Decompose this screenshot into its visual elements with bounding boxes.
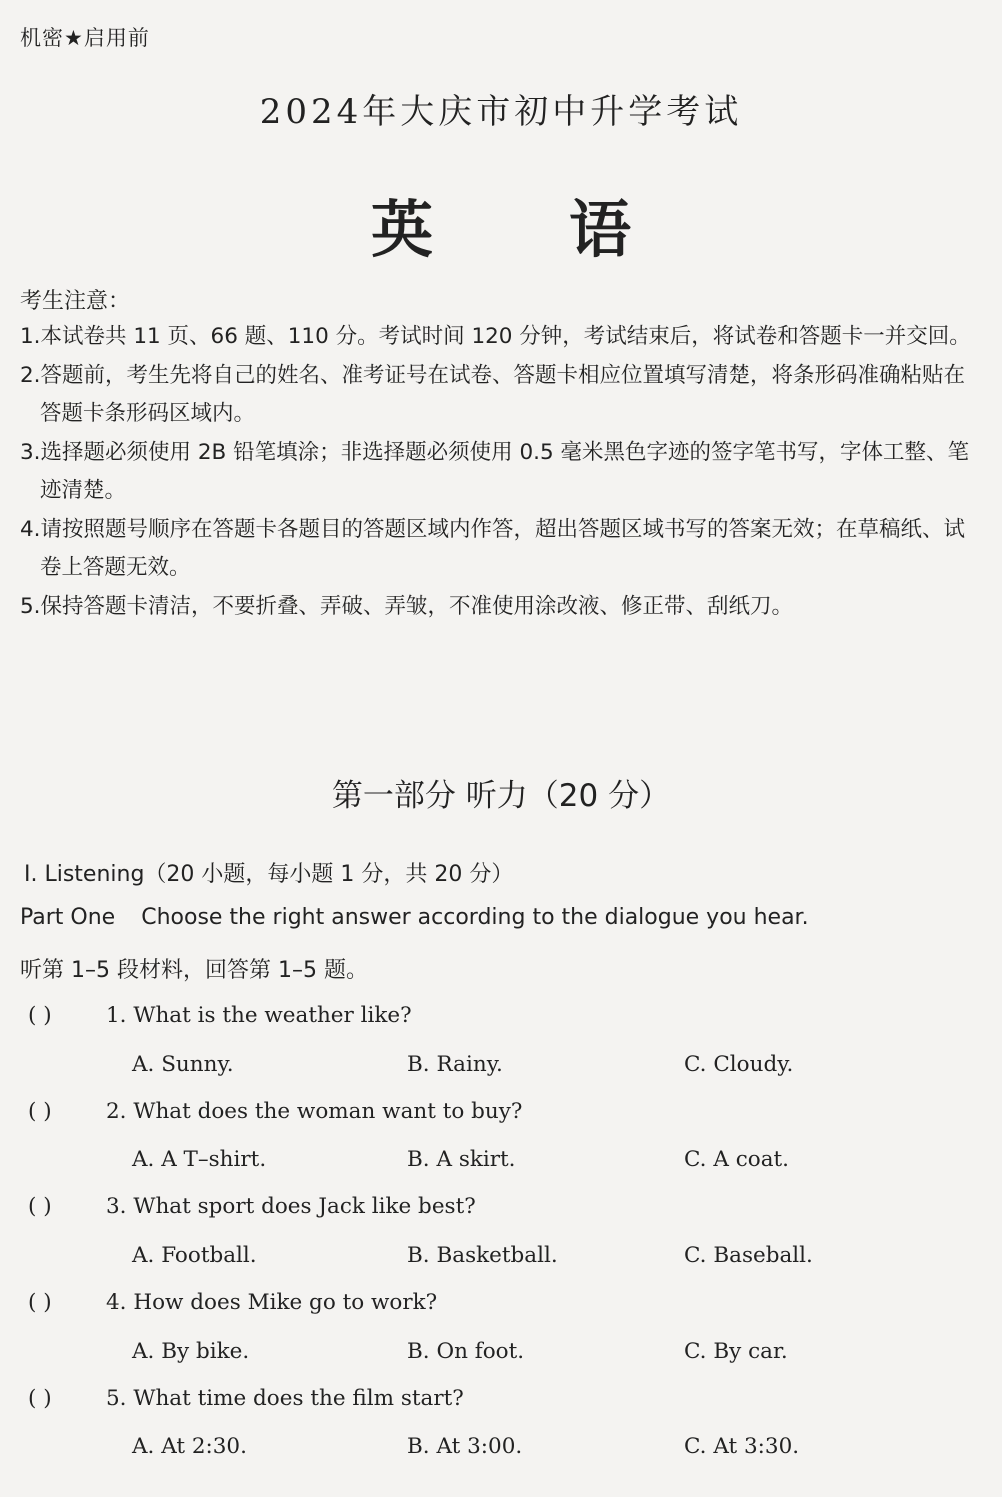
- question-4: [28, 1290, 437, 1315]
- confidential-label: 机密★启用前: [20, 26, 150, 50]
- subject-char-1: 英: [370, 193, 433, 266]
- question-5: [28, 1386, 464, 1411]
- subject-char-2: 语: [569, 193, 632, 266]
- answer-blank[interactable]: ( ): [28, 1290, 52, 1315]
- answer-blank[interactable]: ( ): [28, 1003, 52, 1028]
- option-c: C. A coat.: [684, 1147, 789, 1172]
- answer-blank[interactable]: ( ): [28, 1194, 52, 1219]
- answer-blank[interactable]: ( ): [28, 1099, 52, 1124]
- option-c: C. Baseball.: [684, 1243, 813, 1268]
- question-2: [28, 1099, 522, 1124]
- notice-item: 5.保持答题卡清洁，不要折叠、弄破、弄皱，不准使用涂改液、修正带、刮纸刀。: [20, 593, 794, 619]
- option-a: A. By bike.: [132, 1339, 250, 1364]
- option-a: A. Sunny.: [132, 1052, 234, 1077]
- question-text: 2. What does the woman want to buy?: [106, 1099, 523, 1124]
- option-b: B. A skirt.: [407, 1147, 516, 1172]
- subject-title: [0, 180, 1002, 269]
- question-3: [28, 1194, 476, 1219]
- section-heading: Ⅰ. Listening（20 小题，每小题 1 分，共 20 分）: [24, 862, 514, 887]
- option-a: A. A T–shirt.: [132, 1147, 267, 1172]
- notice-item: 2.答题前，考生先将自己的姓名、准考证号在试卷、答题卡相应位置填写清楚，将条形码准确粘贴在答题卡条形码区域内。: [20, 362, 966, 426]
- question-text: 1. What is the weather like?: [106, 1003, 412, 1028]
- option-c: C. At 3:30.: [684, 1434, 800, 1459]
- option-c: C. Cloudy.: [684, 1052, 794, 1077]
- option-b: B. Rainy.: [407, 1052, 503, 1077]
- exam-title: 2024年大庆市初中升学考试: [259, 92, 743, 132]
- listen-note: 听第 1–5 段材料，回答第 1–5 题。: [20, 958, 368, 983]
- question-text: 3. What sport does Jack like best?: [106, 1194, 476, 1219]
- question-1: [28, 1003, 412, 1028]
- option-b: B. Basketball.: [407, 1243, 558, 1268]
- option-b: B. On foot.: [407, 1339, 525, 1364]
- notice-item: 3.选择题必须使用 2B 铅笔填涂；非选择题必须使用 0.5 毫米黑色字迹的签字笔书写，字体工整、笔迹清楚。: [20, 439, 969, 503]
- part-label: Part One: [20, 905, 116, 930]
- part-one-title: 第一部分 听力（20 分）: [331, 778, 671, 814]
- notice-item: 4.请按照题号顺序在答题卡各题目的答题区域内作答，超出答题区域书写的答案无效；在草稿纸、试卷上答题无效。: [20, 516, 966, 580]
- option-a: A. Football.: [132, 1243, 257, 1268]
- part-instruction: [20, 905, 809, 930]
- notice-heading: 考生注意：: [20, 289, 131, 314]
- answer-blank[interactable]: ( ): [28, 1386, 52, 1411]
- option-a: A. At 2:30.: [132, 1434, 247, 1459]
- option-b: B. At 3:00.: [407, 1434, 523, 1459]
- question-text: 4. How does Mike go to work?: [106, 1290, 438, 1315]
- option-c: C. By car.: [684, 1339, 788, 1364]
- notice-item: 1.本试卷共 11 页、66 题、110 分。考试时间 120 分钟，考试结束后，将试卷和答题卡一并交回。: [20, 324, 971, 349]
- instruction-text: Choose the right answer according to the dialogue you hear.: [141, 905, 809, 930]
- question-text: 5. What time does the film start?: [106, 1386, 464, 1411]
- notice-list: [20, 318, 982, 626]
